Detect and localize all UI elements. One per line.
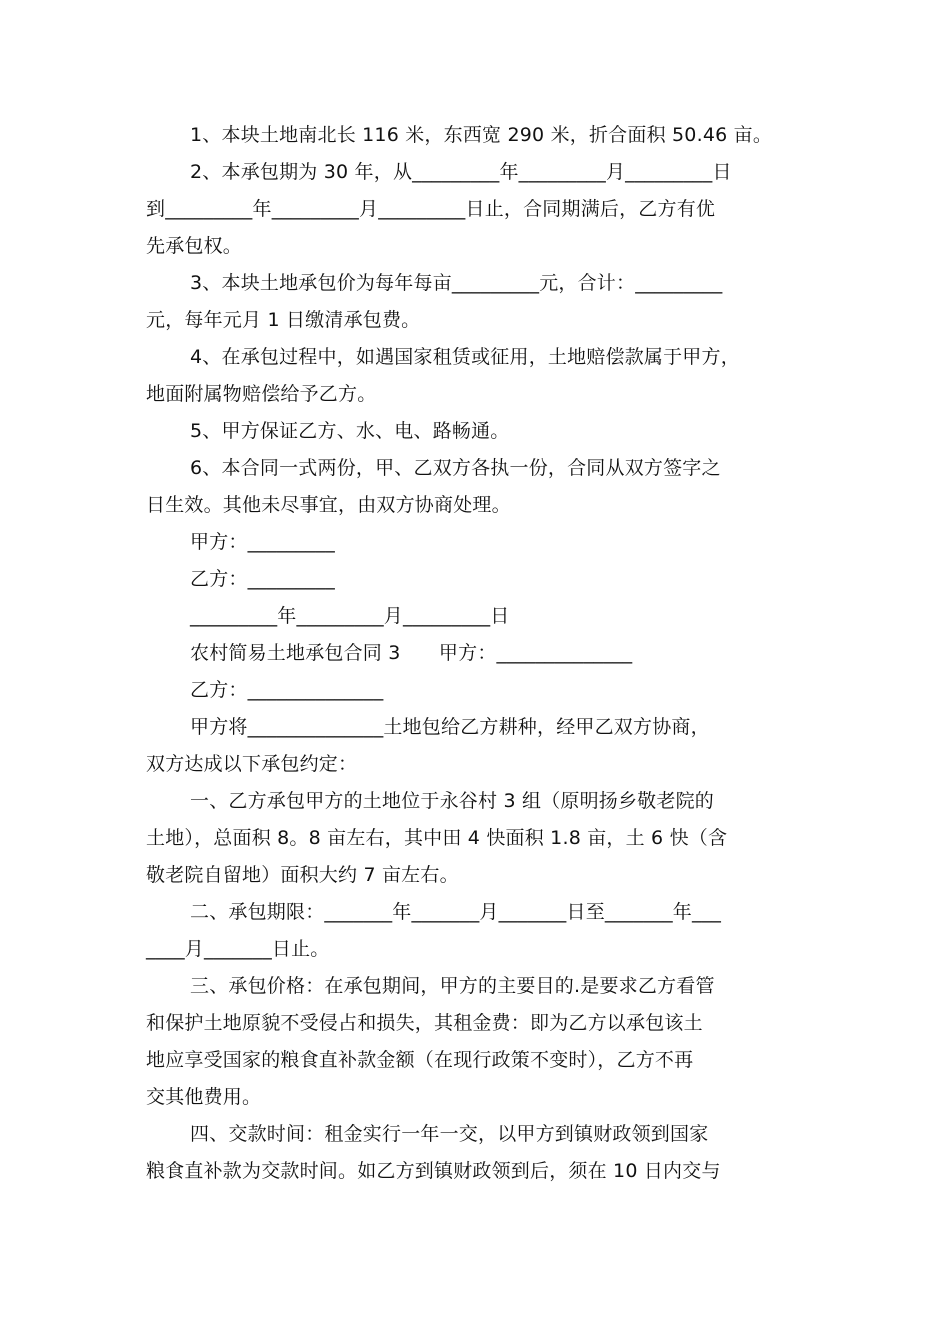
document-body [146,117,808,1190]
article-4-line-2: 粮食直补款为交款时间。如乙方到镇财政领到后，须在 10 日内交与 [146,1160,721,1182]
clause-6-line-1: 6、本合同一式两份，甲、乙双方各执一份，合同从双方签字之 [190,457,721,479]
clause-3-line-1: 3、本块土地承包价为每年每亩_________元，合计：_________ [190,272,723,294]
contract-3-party-b-line: 乙方：______________ [190,679,384,701]
clause-2-line-2: 到_________年_________月_________日止，合同期满后，乙方有优 [146,198,716,220]
signature-date-line: _________年_________月_________日 [190,605,510,627]
article-1-line-2: 土地），总面积 8。8 亩左右，其中田 4 快面积 1.8 亩，土 6 快（含 [146,827,728,849]
article-1-line-3: 敬老院自留地）面积大约 7 亩左右。 [146,864,459,886]
clause-3-line-2: 元，每年元月 1 日缴清承包费。 [146,309,421,331]
article-3-line-1: 三、承包价格：在承包期间，甲方的主要目的.是要求乙方看管 [190,975,715,997]
clause-4-line-2: 地面附属物赔偿给予乙方。 [146,383,377,405]
party-b-signature-line: 乙方：_________ [190,568,335,590]
article-3-line-4: 交其他费用。 [146,1086,262,1108]
article-2-line-1: 二、承包期限：_______年_______月_______日至_______年___ [190,901,722,923]
party-a-signature-line: 甲方：_________ [190,531,335,553]
contract-3-intro-line-1: 甲方将______________土地包给乙方耕种，经甲乙双方协商， [190,716,710,738]
clause-2-line-1: 2、本承包期为 30 年，从_________年_________月_________日 [190,161,732,183]
contract-3-intro-line-2: 双方达成以下承包约定： [146,753,358,775]
clause-4-line-1: 4、在承包过程中，如遇国家租赁或征用，土地赔偿款属于甲方， [190,346,740,368]
clause-6-line-2: 日生效。其他未尽事宜，由双方协商处理。 [146,494,511,516]
article-3-line-2: 和保护土地原貌不受侵占和损失，其租金费：即为乙方以承包该土 [146,1012,703,1034]
contract-3-title-line: 农村简易土地承包合同 3 甲方：______________ [190,642,633,664]
clause-5-line: 5、甲方保证乙方、水、电、路畅通。 [190,420,510,442]
clause-2-line-3: 先承包权。 [146,235,243,257]
article-2-line-2: ____月_______日止。 [146,938,330,960]
article-3-line-3: 地应享受国家的粮食直补款金额（在现行政策不变时），乙方不再 [146,1049,694,1071]
clause-1-line: 1、本块土地南北长 116 米，东西宽 290 米，折合面积 50.46 亩。 [190,124,773,146]
article-1-line-1: 一、乙方承包甲方的土地位于永谷村 3 组（原明扬乡敬老院的 [190,790,714,812]
article-4-line-1: 四、交款时间：租金实行一年一交，以甲方到镇财政领到国家 [190,1123,709,1145]
